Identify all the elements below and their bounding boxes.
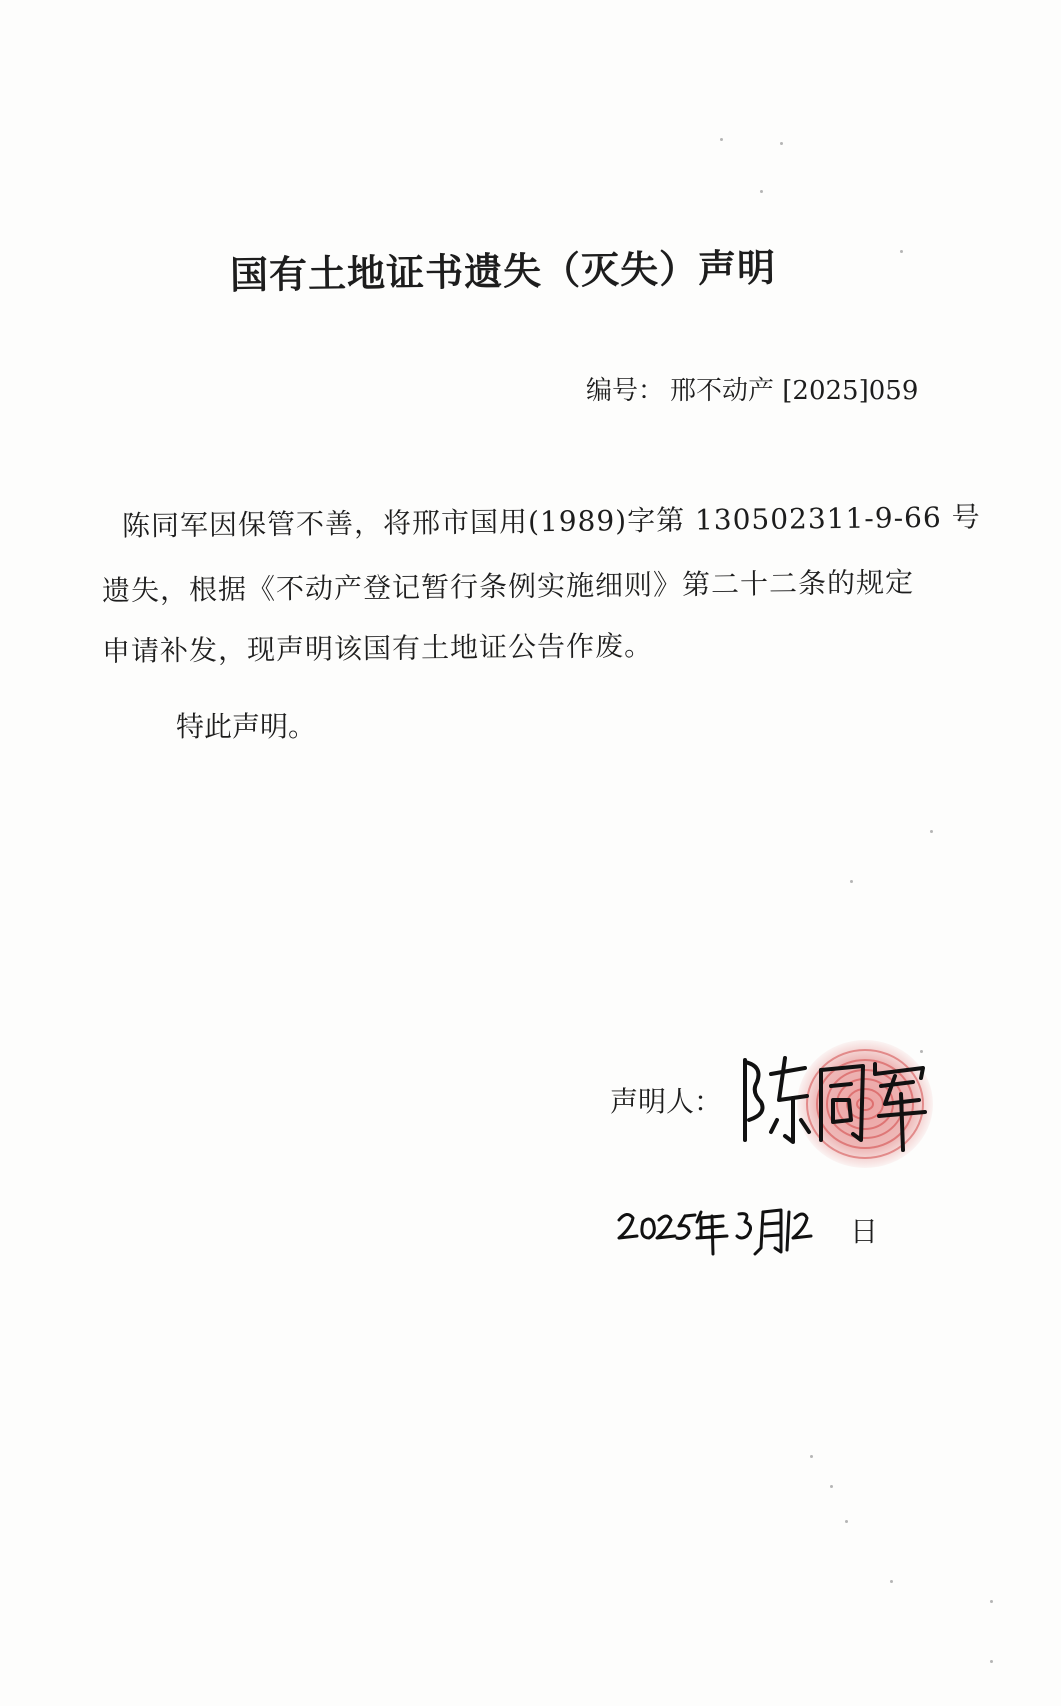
scan-speck bbox=[830, 1485, 833, 1488]
scan-speck bbox=[990, 1660, 993, 1663]
body-line: 陈同军因保管不善，将邢市国用(1989)字第 130502311-9-66 号 bbox=[121, 500, 981, 543]
document-number-value: 邢不动产 [2025]059 bbox=[670, 376, 919, 406]
scan-speck bbox=[990, 1600, 993, 1603]
handwritten-signature bbox=[735, 1040, 935, 1160]
scan-speck bbox=[845, 1520, 848, 1523]
handwritten-date bbox=[615, 1198, 815, 1258]
document-number-label: 编号： bbox=[586, 376, 665, 406]
scan-speck bbox=[760, 190, 763, 193]
scan-speck bbox=[890, 1580, 893, 1583]
scan-speck bbox=[900, 250, 903, 253]
date-day-label: 日 bbox=[850, 1215, 879, 1248]
scan-speck bbox=[930, 830, 933, 833]
document-title: 国有土地证书遗失（灭失）声明 bbox=[229, 245, 777, 298]
declarant-label: 声明人： bbox=[610, 1085, 723, 1118]
body-line: 遗失，根据《不动产登记暂行条例实施细则》第二十二条的规定 bbox=[101, 565, 915, 608]
closing-statement: 特此声明。 bbox=[176, 710, 317, 743]
document-number bbox=[586, 370, 918, 407]
scan-speck bbox=[720, 138, 723, 141]
scan-speck bbox=[810, 1455, 813, 1458]
scan-speck bbox=[850, 880, 853, 883]
body-line: 申请补发，现声明该国有土地证公告作废。 bbox=[101, 629, 654, 668]
scan-speck bbox=[780, 142, 783, 145]
